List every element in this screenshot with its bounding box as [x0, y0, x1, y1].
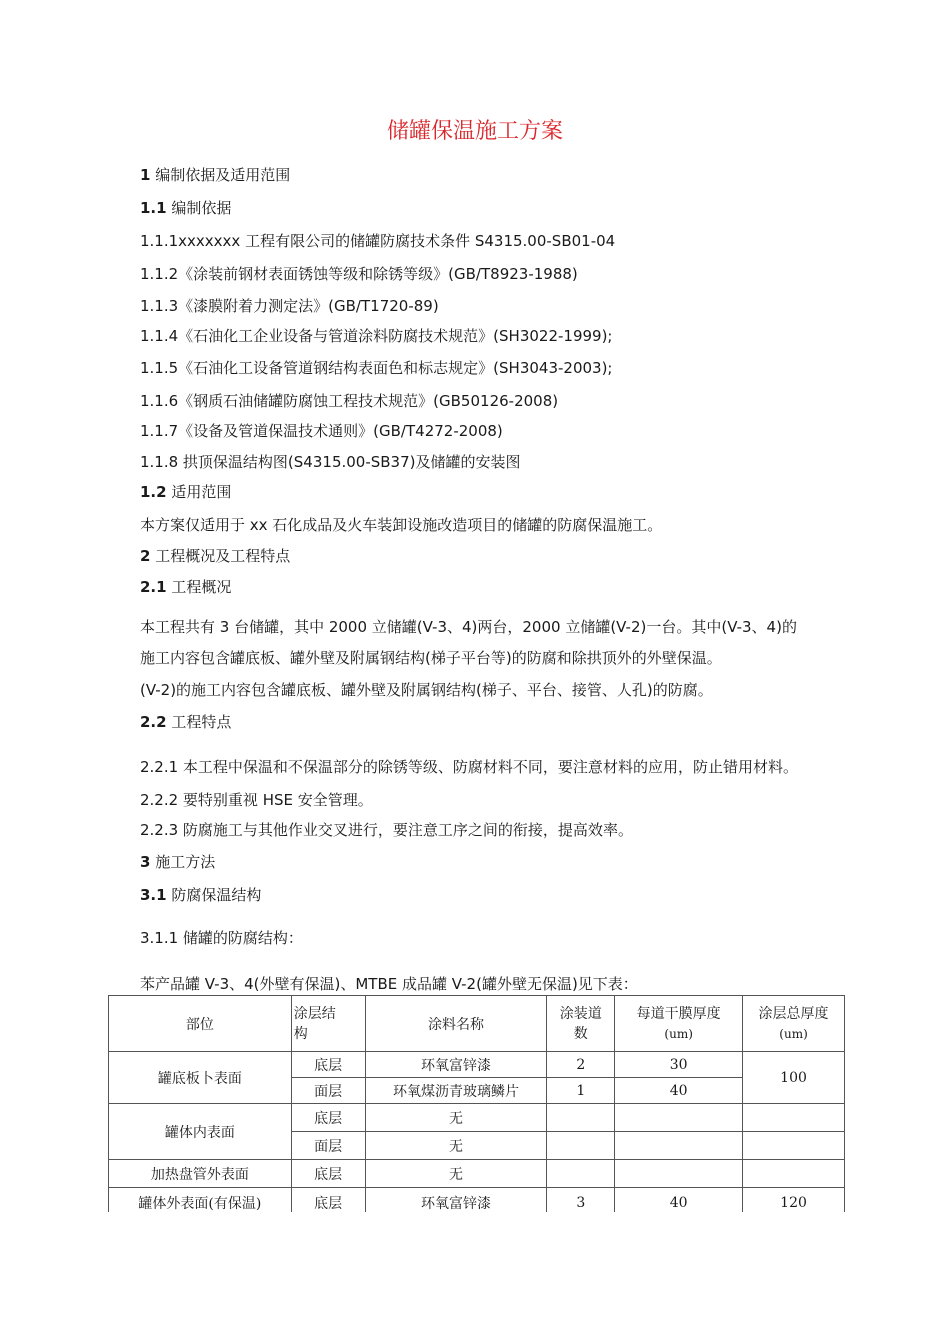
line-text: 2.2.3 防腐施工与其他作业交叉进行，要注意工序之间的衔接，提高效率。 [140, 821, 633, 839]
section-number: 3.1 [140, 886, 167, 904]
section-number: 1.1 [140, 199, 167, 217]
table-header-row [109, 996, 845, 1052]
table-row [109, 1160, 845, 1188]
table-row [109, 1188, 845, 1213]
cell-total: 100 [743, 1052, 845, 1104]
table-row [109, 1104, 845, 1132]
cell-total: 120 [743, 1188, 845, 1213]
cell-coats [547, 1160, 615, 1188]
line-text: 工程概况及工程特点 [150, 547, 291, 565]
header-total: 涂层总厚度 (um) [743, 996, 845, 1052]
cell-dft [615, 1104, 743, 1132]
cell-layer: 底层 [291, 1188, 365, 1213]
line-text: 编制依据及适用范围 [150, 166, 291, 184]
header-part: 部位 [109, 996, 292, 1052]
cell-coats: 2 [547, 1052, 615, 1078]
line-text: 编制依据 [166, 199, 232, 217]
document-title: 储罐保温施工方案 [386, 119, 563, 144]
line-text: 1.1.8 拱顶保温结构图(S4315.00-SB37)及储罐的安装图 [140, 453, 521, 471]
line-text: 1.1.7《设备及管道保温技术通则》(GB/T4272-2008) [140, 422, 503, 440]
line-text: 2.2.2 要特别重视 HSE 安全管理。 [140, 791, 373, 809]
cell-total [743, 1160, 845, 1188]
cell-dft: 40 [615, 1078, 743, 1104]
line-text: 1.1.3《漆膜附着力测定法》(GB/T1720-89) [140, 297, 439, 315]
cell-part: 罐底板卜表面 [109, 1052, 292, 1104]
cell-coats: 3 [547, 1188, 615, 1213]
table-row [109, 1052, 845, 1078]
cell-coats: 1 [547, 1078, 615, 1104]
cell-total [743, 1132, 845, 1160]
cell-dft [615, 1132, 743, 1160]
line-text: 1.1.1xxxxxxx 工程有限公司的储罐防腐技术条件 S4315.00-SB01-04 [140, 232, 616, 250]
line-text: (V-2)的施工内容包含罐底板、罐外壁及附属钢结构(梯子、平台、接管、人孔)的防腐。 [140, 681, 713, 699]
cell-layer: 面层 [291, 1132, 365, 1160]
cell-paint: 无 [365, 1160, 547, 1188]
cell-paint: 无 [365, 1132, 547, 1160]
section-number: 2.2 [140, 713, 167, 731]
cell-dft [615, 1160, 743, 1188]
line-text: 苯产品罐 V-3、4(外壁有保温)、MTBE 成品罐 V-2(罐外壁无保温)见下表： [140, 975, 638, 993]
cell-layer: 底层 [291, 1052, 365, 1078]
coating-spec-table [108, 995, 845, 1212]
section-number: 3 [140, 853, 151, 871]
header-dft: 每道干膜厚度 (um) [615, 996, 743, 1052]
line-text: 1.1.6《钢质石油储罐防腐蚀工程技术规范》(GB50126-2008) [140, 392, 559, 410]
cell-paint: 无 [365, 1104, 547, 1132]
line-text: 2.2.1 本工程中保温和不保温部分的除锈等级、防腐材料不同，要注意材料的应用，防止错用材料。 [140, 758, 798, 776]
cell-paint: 环氧富锌漆 [365, 1052, 547, 1078]
cell-dft: 30 [615, 1052, 743, 1078]
line-text: 本方案仅适用于 xx 石化成品及火车装卸设施改造项目的储罐的防腐保温施工。 [140, 516, 663, 534]
line-text: 防腐保温结构 [166, 886, 262, 904]
cell-dft: 40 [615, 1188, 743, 1213]
section-number: 2 [140, 547, 151, 565]
header-coat-structure: 涂层结 构 [291, 996, 365, 1052]
section-number: 1.2 [140, 483, 167, 501]
section-number: 2.1 [140, 578, 167, 596]
line-text: 施工内容包含罐底板、罐外壁及附属钢结构(梯子平台等)的防腐和除拱顶外的外壁保温。 [140, 649, 722, 667]
cell-part: 罐体外表面(有保温) [109, 1188, 292, 1213]
line-text: 本工程共有 3 台储罐，其中 2000 立储罐(V-3、4)两台，2000 立储罐(V-2)一台。其中(V-3、4)的 [140, 618, 797, 636]
cell-layer: 面层 [291, 1078, 365, 1104]
line-text: 工程特点 [166, 713, 232, 731]
cell-part: 加热盘管外表面 [109, 1160, 292, 1188]
line-text: 1.1.2《涂装前钢材表面锈蚀等级和除锈等级》(GB/T8923-1988) [140, 265, 578, 283]
header-coats: 涂装道 数 [547, 996, 615, 1052]
line-text: 3.1.1 储罐的防腐结构： [140, 929, 303, 947]
cell-layer: 底层 [291, 1160, 365, 1188]
section-number: 1 [140, 166, 151, 184]
line-text: 施工方法 [150, 853, 216, 871]
line-text: 1.1.4《石油化工企业设备与管道涂料防腐技术规范》(SH3022-1999); [140, 327, 613, 345]
cell-part: 罐体内表面 [109, 1104, 292, 1160]
line-text: 工程概况 [166, 578, 232, 596]
cell-paint: 环氧煤沥青玻璃鳞片 [365, 1078, 547, 1104]
cell-total [743, 1104, 845, 1132]
cell-coats [547, 1132, 615, 1160]
header-paint-name: 涂料名称 [365, 996, 547, 1052]
cell-paint: 环氧富锌漆 [365, 1188, 547, 1213]
cell-layer: 底层 [291, 1104, 365, 1132]
cell-coats [547, 1104, 615, 1132]
line-text: 适用范围 [166, 483, 232, 501]
line-text: 1.1.5《石油化工设备管道钢结构表面色和标志规定》(SH3043-2003); [140, 359, 613, 377]
